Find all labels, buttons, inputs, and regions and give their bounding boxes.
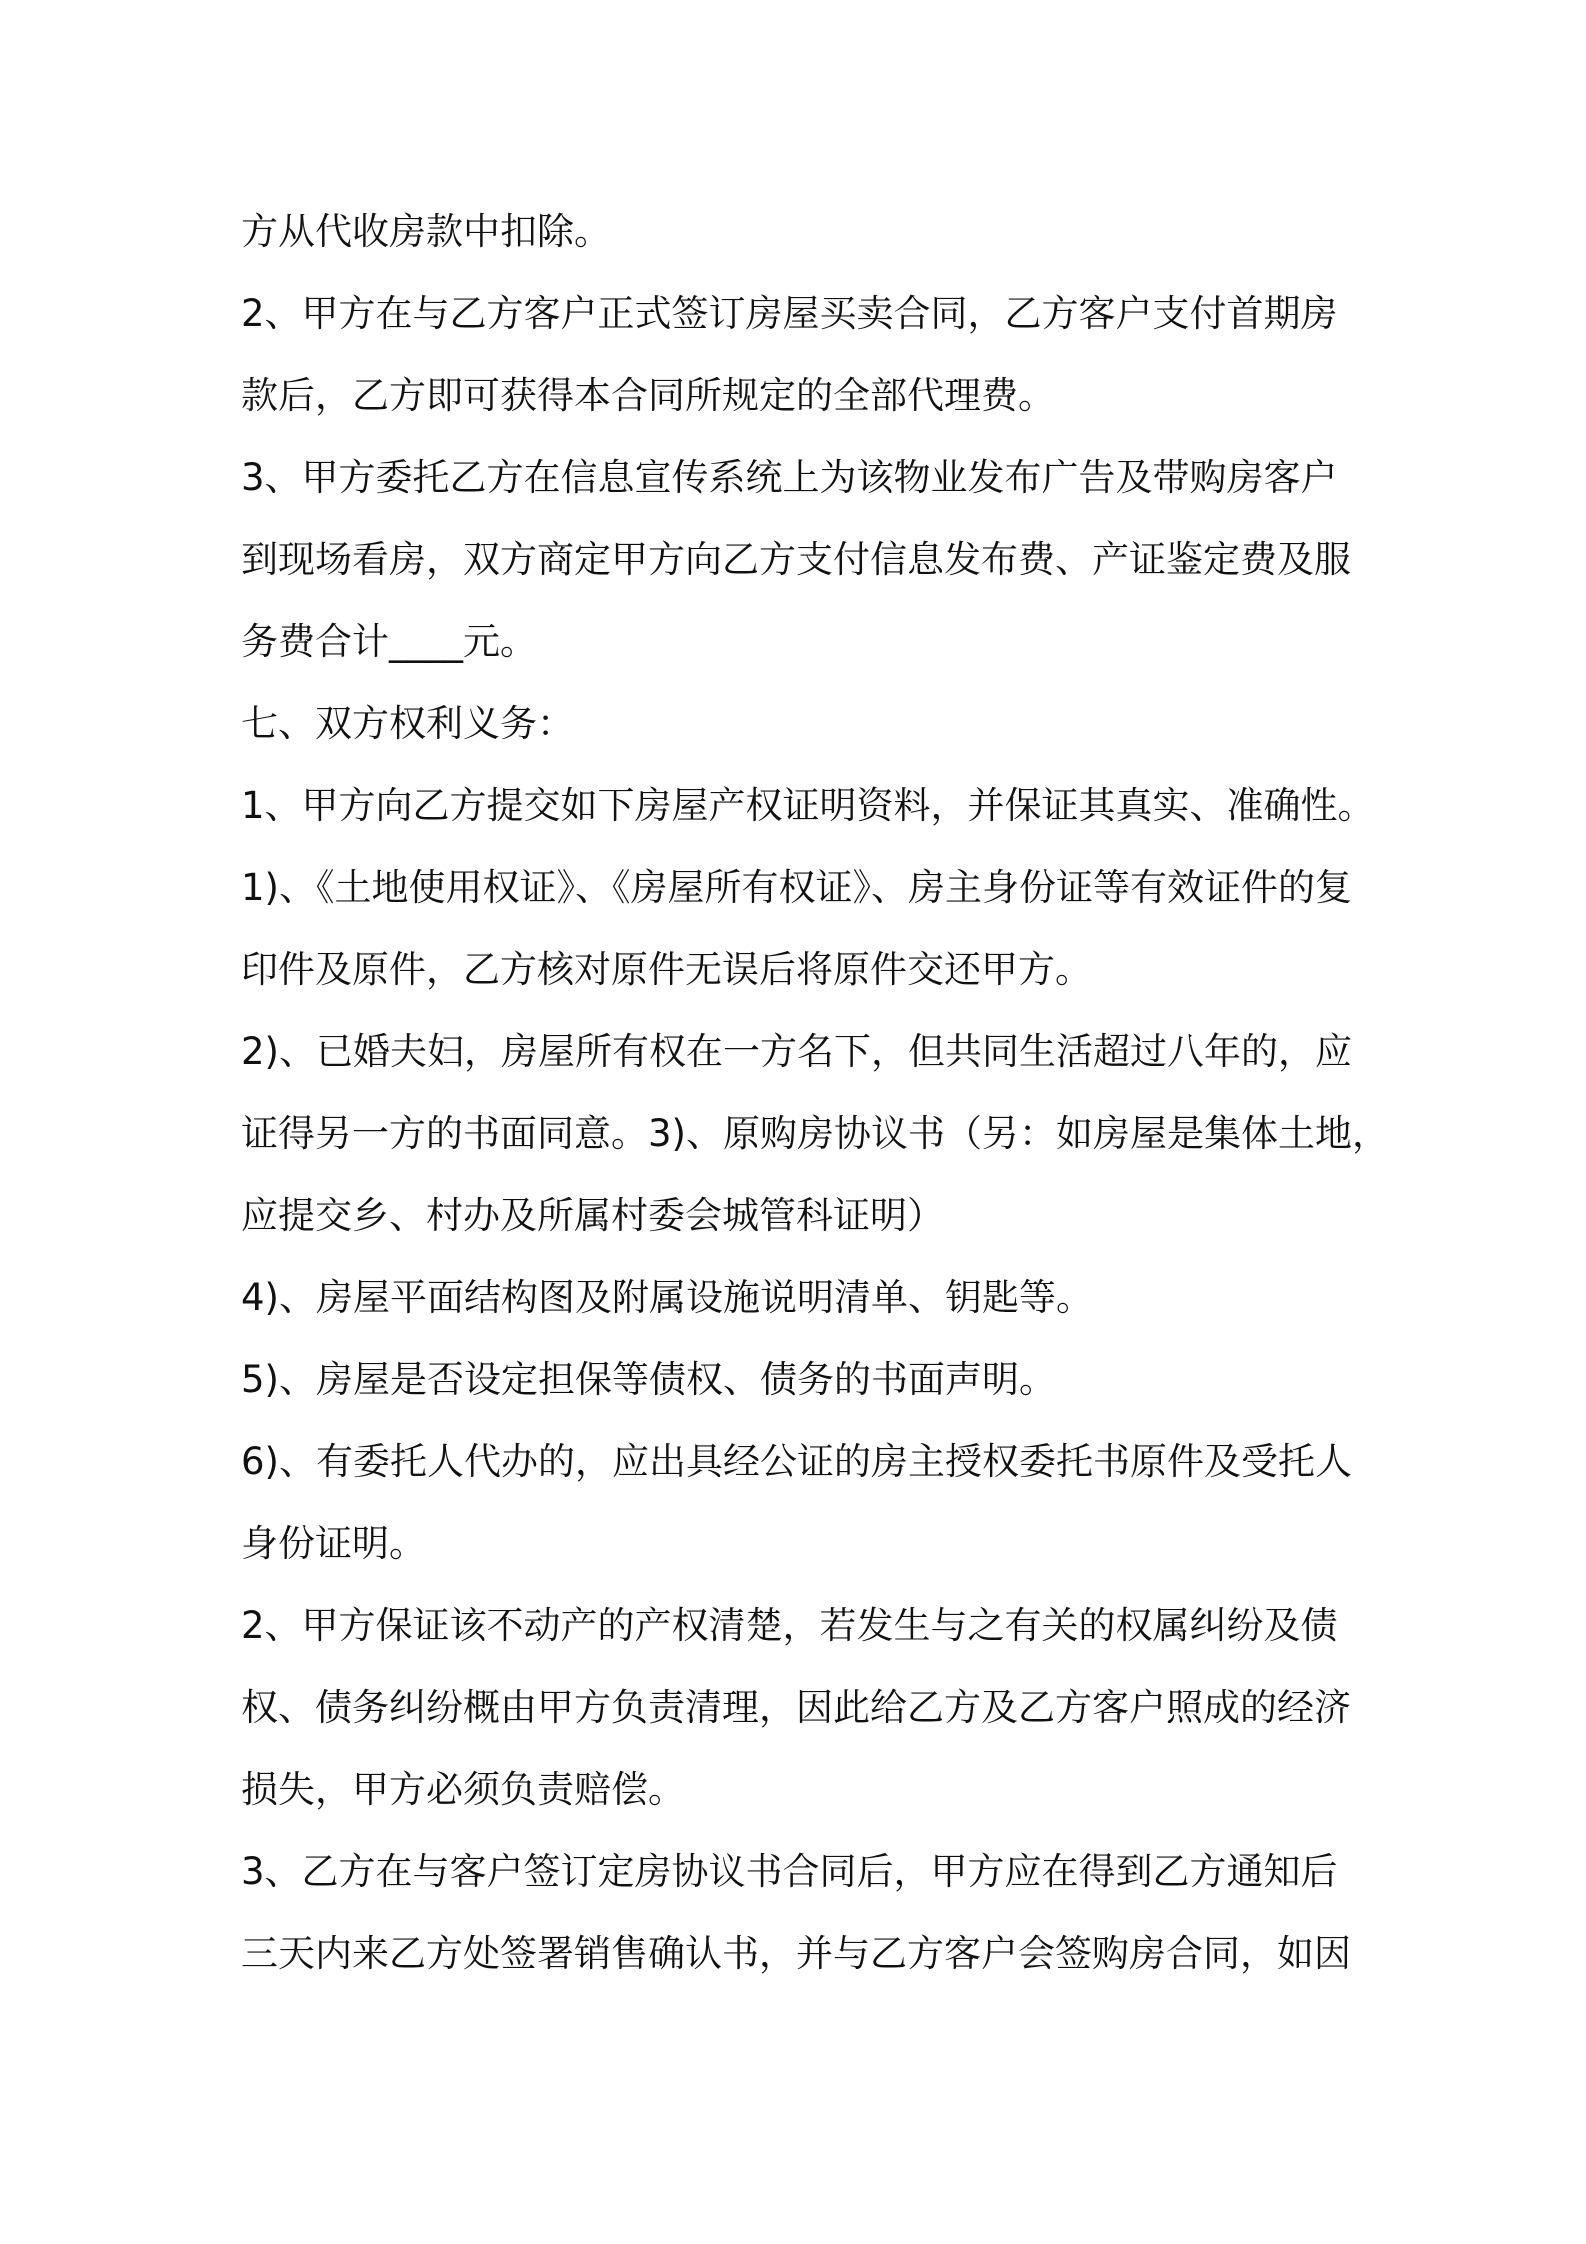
- text-line: 1、甲方向乙方提交如下房屋产权证明资料，并保证其真实、准确性。: [241, 784, 1375, 827]
- text-line: 3、甲方委托乙方在信息宣传系统上为该物业发布广告及带购房客户: [241, 456, 1338, 499]
- text-line: 身份证明。: [241, 1522, 426, 1565]
- text-line: 6)、有委托人代办的，应出具经公证的房主授权委托书原件及受托人: [241, 1440, 1352, 1483]
- text-line: 务费合计____元。: [241, 620, 537, 663]
- text-line: 4)、房屋平面结构图及附属设施说明清单、钥匙等。: [241, 1276, 1093, 1319]
- document-body: [241, 191, 1389, 1995]
- text-line: 权、债务纠纷概由甲方负责清理，因此给乙方及乙方客户照成的经济: [241, 1686, 1351, 1729]
- text-line: 款后，乙方即可获得本合同所规定的全部代理费。: [241, 374, 1055, 417]
- text-line: 1)、《土地使用权证》、《房屋所有权证》、房主身份证等有效证件的复: [241, 866, 1352, 909]
- text-line: 3、乙方在与客户签订定房协议书合同后，甲方应在得到乙方通知后: [241, 1850, 1338, 1893]
- text-line: 证得另一方的书面同意。3)、原购房协议书（另：如房屋是集体土地，: [241, 1112, 1389, 1155]
- text-line: 三天内来乙方处签署销售确认书，并与乙方客户会签购房合同，如因: [241, 1932, 1351, 1975]
- text-line: 方从代收房款中扣除。: [241, 210, 611, 253]
- text-line: 损失，甲方必须负责赔偿。: [241, 1768, 685, 1811]
- text-line: 应提交乡、村办及所属村委会城管科证明）: [241, 1194, 944, 1237]
- text-line: 到现场看房，双方商定甲方向乙方支付信息发布费、产证鉴定费及服: [241, 538, 1351, 581]
- text-line: 5)、房屋是否设定担保等债权、债务的书面声明。: [241, 1358, 1056, 1401]
- text-line: 2)、已婚夫妇，房屋所有权在一方名下，但共同生活超过八年的，应: [241, 1030, 1352, 1073]
- section-heading: 七、双方权利义务：: [241, 702, 574, 745]
- text-line: 2、甲方在与乙方客户正式签订房屋买卖合同，乙方客户支付首期房: [241, 292, 1338, 335]
- text-line: 印件及原件，乙方核对原件无误后将原件交还甲方。: [241, 948, 1092, 991]
- text-line: 2、甲方保证该不动产的产权清楚，若发生与之有关的权属纠纷及债: [241, 1604, 1338, 1647]
